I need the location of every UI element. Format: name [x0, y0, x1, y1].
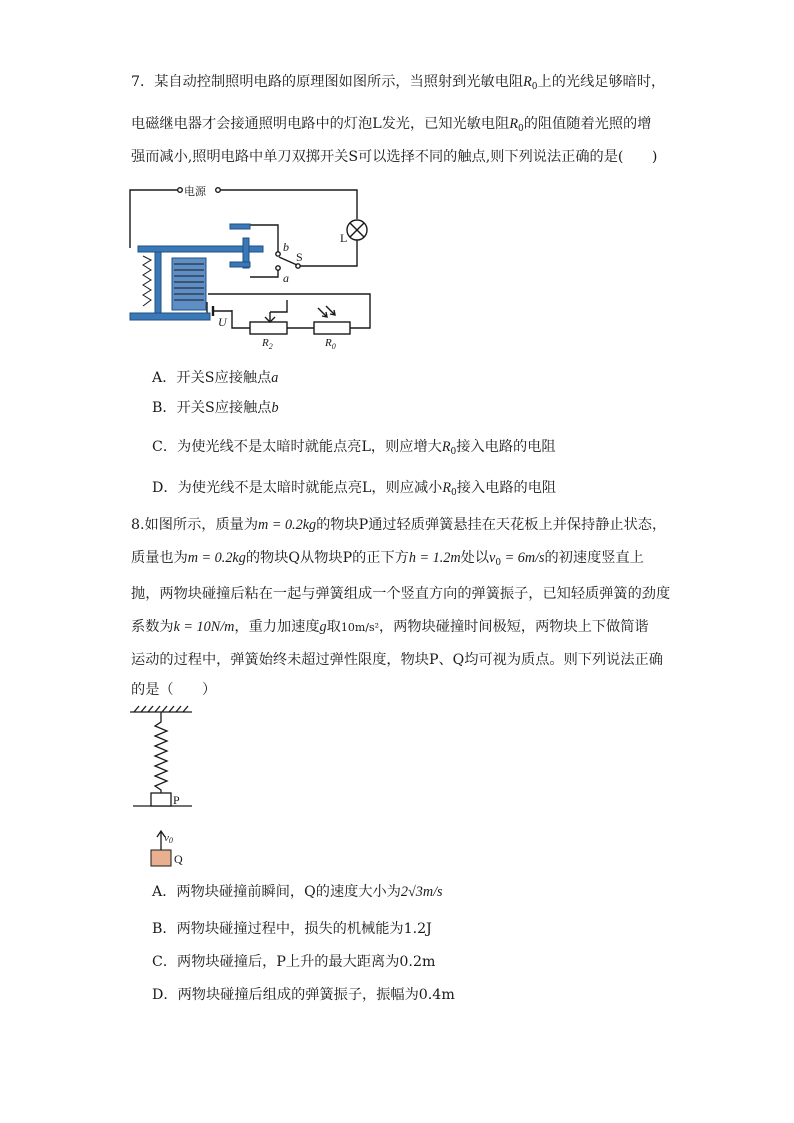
block-p — [151, 793, 171, 806]
q7-option-a[interactable]: A．开关S应接触点a — [152, 370, 279, 386]
q8-stem-line-2: 质量也为m = 0.2kg的物块Q从物块P的正下方h = 1.2m处以$v_0 = 6m/s$的初速度竖直上 — [131, 550, 644, 568]
q8-stem-line-4: 系数为k = 10N/m，重力加速度g取10m/s²，两物块碰撞时间极短，两物块上下做简谐 — [131, 619, 649, 635]
block-q-label: Q — [174, 852, 183, 866]
r2-label: $R_2$ — [262, 337, 273, 351]
velocity-label: v0 — [164, 832, 173, 845]
contact-a-label: a — [283, 271, 289, 285]
switch-label: S — [296, 250, 303, 264]
q7-option-b[interactable]: B．开关S应接触点b — [152, 400, 279, 416]
q8-option-c[interactable]: C．两物块碰撞后，P上升的最大距离为0.2m — [152, 954, 436, 970]
q8-stem-line-6: 的是（ ） — [131, 682, 217, 698]
q8-stem-line-3: 抛，两物块碰撞后粘在一起与弹簧组成一个竖直方向的弹簧振子，已知轻质弹簧的劲度 — [131, 586, 671, 602]
q7-option-d[interactable]: D．为使光线不是太暗时就能点亮L，则应减小$R_0$接入电路的电阻 — [152, 480, 557, 498]
q7-stem-line-3: 强而减小,照明电路中单刀双掷开关S可以选择不同的触点,则下列说法正确的是( ) — [131, 149, 658, 165]
block-p-label: P — [173, 793, 180, 807]
q8-stem-line-5: 运动的过程中，弹簧始终未超过弹性限度，物块P、Q均可视为质点。则下列说法正确 — [131, 652, 663, 668]
r0-label: $R_0$ — [325, 337, 336, 351]
q8-option-d[interactable]: D．两物块碰撞后组成的弹簧振子，振幅为0.4m — [152, 987, 455, 1003]
q8-option-b[interactable]: B．两物块碰撞过程中，损失的机械能为1.2J — [152, 921, 432, 937]
block-q — [151, 850, 171, 866]
ceiling-hatching — [134, 706, 188, 712]
contact-b-label: b — [283, 240, 289, 254]
power-label: 电源 — [184, 185, 206, 198]
q7-option-c[interactable]: C．为使光线不是太暗时就能点亮L，则应增大$R_0$接入电路的电阻 — [152, 439, 556, 457]
q7-stem-line-2: 电磁继电器才会接通照明电路中的灯泡L发光，已知光敏电阻$R_0$的阻值随着光照的增 — [131, 116, 652, 134]
q8-option-a[interactable]: A．两物块碰撞前瞬间，Q的速度大小为2√3m/s — [152, 884, 443, 900]
voltage-label: U — [218, 315, 227, 329]
lamp-label: L — [340, 231, 348, 245]
q8-stem-line-1: 8.如图所示，质量为m = 0.2kg的物块P通过轻质弹簧悬挂在天花板上并保持静止状态， — [131, 517, 667, 533]
q7-stem-line-1: 7．某自动控制照明电路的原理图如图所示，当照射到光敏电阻$R_0$上的光线足够暗时， — [131, 74, 666, 92]
spring-zigzag — [155, 712, 167, 793]
